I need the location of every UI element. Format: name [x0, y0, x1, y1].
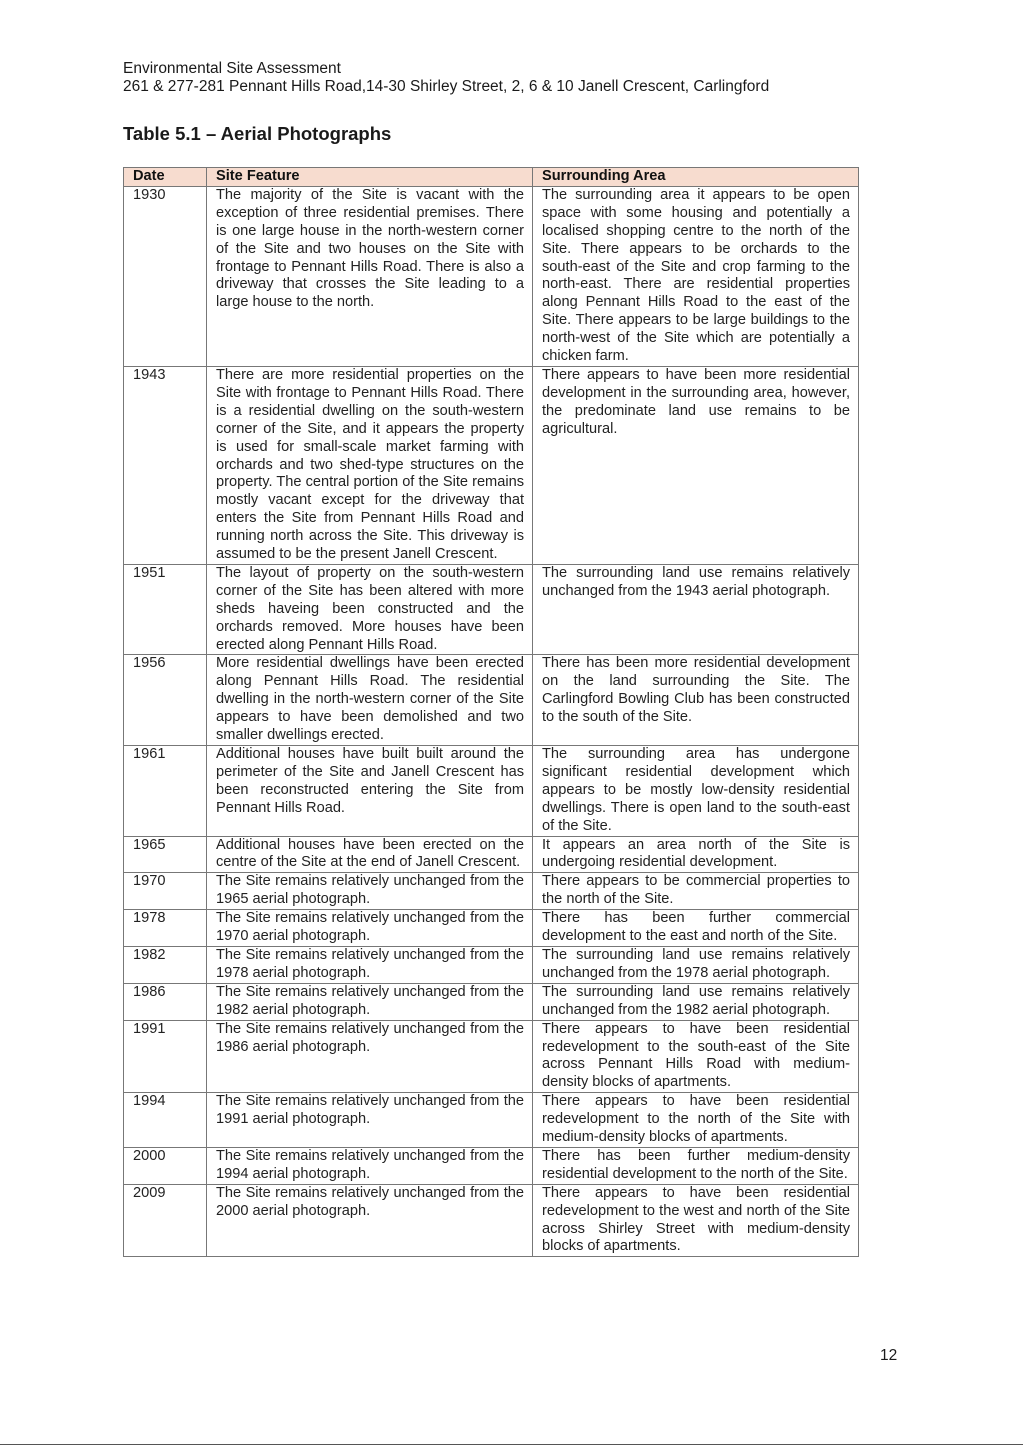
surrounding-area-cell: The surrounding land use remains relatively unchanged from the 1982 aerial photograph.	[533, 983, 859, 1020]
table-row	[124, 946, 859, 983]
site-feature-cell: The Site remains relatively unchanged from the 1986 aerial photograph.	[207, 1020, 533, 1093]
site-feature-cell: The Site remains relatively unchanged from the 1970 aerial photograph.	[207, 910, 533, 947]
site-feature-cell: The Site remains relatively unchanged from the 1991 aerial photograph.	[207, 1093, 533, 1148]
header-line-2: 261 & 277-281 Pennant Hills Road,14-30 Shirley Street, 2, 6 & 10 Janell Crescent, Carlingford	[123, 78, 770, 95]
table-row	[124, 1093, 859, 1148]
date-cell: 1956	[124, 655, 207, 746]
date-cell: 1930	[124, 186, 207, 366]
column-header-site-feature: Site Feature	[207, 168, 533, 187]
surrounding-area-cell: There has been further medium-density residential development to the north of the Site.	[533, 1147, 859, 1184]
column-header-surrounding-area: Surrounding Area	[533, 168, 859, 187]
surrounding-area-cell: It appears an area north of the Site is undergoing residential development.	[533, 836, 859, 873]
surrounding-area-cell: The surrounding area it appears to be open space with some housing and potentially a localised shopping centre to the north of the Site. There appears to be orchards to the south-east of the Site and crop farming to the north-east. There are residential properties along Pennant Hills Road to the east of the Site. There appears to be large buildings to the north-west of the Site which are potentially a chicken farm.	[533, 186, 859, 366]
site-feature-cell: The Site remains relatively unchanged from the 1978 aerial photograph.	[207, 946, 533, 983]
surrounding-area-cell: There has been further commercial development to the east and north of the Site.	[533, 910, 859, 947]
date-cell: 1986	[124, 983, 207, 1020]
surrounding-area-cell: There appears to have been residential redevelopment to the west and north of the Site across Shirley Street with medium-density blocks of apartments.	[533, 1184, 859, 1257]
table-row	[124, 746, 859, 837]
table-row	[124, 836, 859, 873]
surrounding-area-cell: The surrounding land use remains relatively unchanged from the 1943 aerial photograph.	[533, 564, 859, 655]
date-cell: 2000	[124, 1147, 207, 1184]
date-cell: 1951	[124, 564, 207, 655]
site-feature-cell: Additional houses have built built around the perimeter of the Site and Janell Crescent has been reconstructed entering the Site from Pennant Hills Road.	[207, 746, 533, 837]
aerial-photographs-table	[123, 167, 859, 1257]
table-row	[124, 1020, 859, 1093]
date-cell: 1965	[124, 836, 207, 873]
surrounding-area-cell: There appears to have been residential redevelopment to the north of the Site with medium-density blocks of apartments.	[533, 1093, 859, 1148]
site-feature-cell: The layout of property on the south-western corner of the Site has been altered with more sheds haveing been constructed and the orchards removed. More houses have been erected along Pennant Hills Road.	[207, 564, 533, 655]
date-cell: 1970	[124, 873, 207, 910]
column-header-date: Date	[124, 168, 207, 187]
table-header-row	[124, 168, 859, 187]
site-feature-cell: Additional houses have been erected on the centre of the Site at the end of Janell Crescent.	[207, 836, 533, 873]
table-row	[124, 910, 859, 947]
table-row	[124, 873, 859, 910]
table-row	[124, 655, 859, 746]
surrounding-area-cell: There appears to have been residential redevelopment to the south-east of the Site across Pennant Hills Road with medium-density blocks of apartments.	[533, 1020, 859, 1093]
page-number: 12	[880, 1347, 898, 1364]
bottom-divider	[0, 1444, 1023, 1445]
surrounding-area-cell: The surrounding area has undergone significant residential development which appears to be mostly low-density residential dwellings. There is open land to the south-east of the Site.	[533, 746, 859, 837]
table-row	[124, 983, 859, 1020]
page-header	[123, 60, 769, 96]
site-feature-cell: The Site remains relatively unchanged from the 2000 aerial photograph.	[207, 1184, 533, 1257]
table-row	[124, 1184, 859, 1257]
table-row	[124, 366, 859, 564]
site-feature-cell: The Site remains relatively unchanged from the 1965 aerial photograph.	[207, 873, 533, 910]
header-line-1: Environmental Site Assessment	[123, 60, 341, 77]
site-feature-cell: The majority of the Site is vacant with the exception of three residential premises. There is one large house in the north-western corner of the Site and two houses on the Site with frontage to Pennant Hills Road. There is also a driveway that crosses the Site leading to a large house to the north.	[207, 186, 533, 366]
date-cell: 2009	[124, 1184, 207, 1257]
surrounding-area-cell: The surrounding land use remains relatively unchanged from the 1978 aerial photograph.	[533, 946, 859, 983]
date-cell: 1994	[124, 1093, 207, 1148]
surrounding-area-cell: There has been more residential development on the land surrounding the Site. The Carlingford Bowling Club has been constructed to the south of the Site.	[533, 655, 859, 746]
table-row	[124, 564, 859, 655]
date-cell: 1978	[124, 910, 207, 947]
date-cell: 1991	[124, 1020, 207, 1093]
date-cell: 1982	[124, 946, 207, 983]
site-feature-cell: The Site remains relatively unchanged from the 1982 aerial photograph.	[207, 983, 533, 1020]
table-row	[124, 1147, 859, 1184]
table-title: Table 5.1 – Aerial Photographs	[123, 123, 392, 144]
date-cell: 1943	[124, 366, 207, 564]
surrounding-area-cell: There appears to be commercial properties to the north of the Site.	[533, 873, 859, 910]
site-feature-cell: There are more residential properties on the Site with frontage to Pennant Hills Road. There is a residential dwelling on the south-western corner of the Site, and it appears the property is used for small-scale market farming with orchards and two shed-type structures on the property. The central portion of the Site remains mostly vacant except for the driveway that enters the Site from Pennant Hills Road and running north across the Site. This driveway is assumed to be the present Janell Crescent.	[207, 366, 533, 564]
date-cell: 1961	[124, 746, 207, 837]
site-feature-cell: The Site remains relatively unchanged from the 1994 aerial photograph.	[207, 1147, 533, 1184]
site-feature-cell: More residential dwellings have been erected along Pennant Hills Road. The residential dwelling in the north-western corner of the Site appears to have been demolished and two smaller dwellings erected.	[207, 655, 533, 746]
surrounding-area-cell: There appears to have been more residential development in the surrounding area, however, the predominate land use remains to be agricultural.	[533, 366, 859, 564]
table-row	[124, 186, 859, 366]
